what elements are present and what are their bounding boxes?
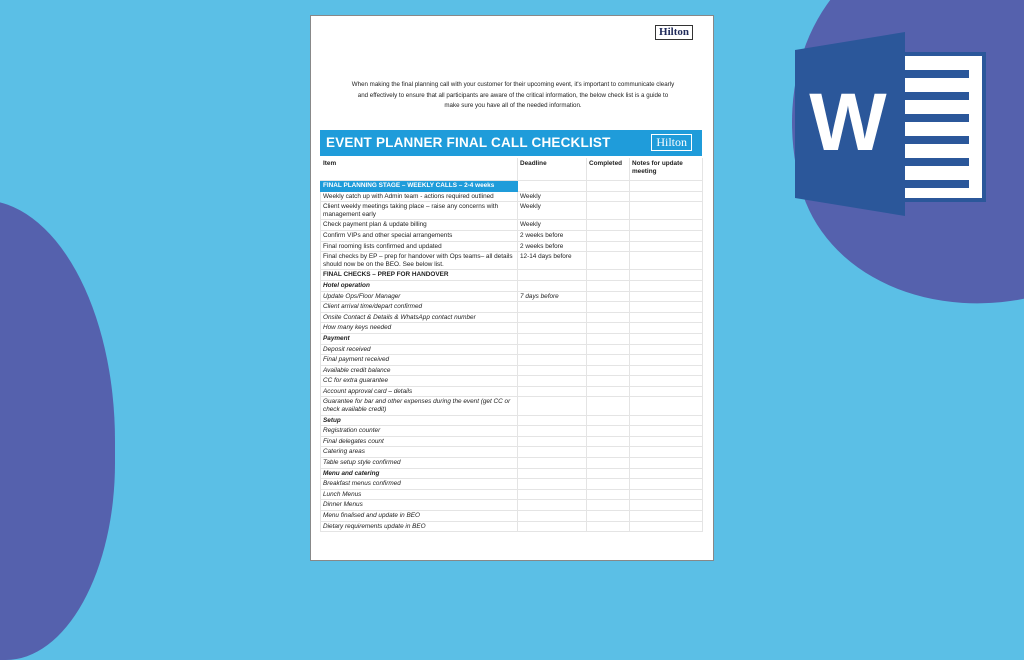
row-item: Payment xyxy=(321,333,518,344)
table-row xyxy=(321,252,703,270)
table-row xyxy=(321,521,703,532)
row-notes xyxy=(630,181,703,192)
table-row xyxy=(321,397,703,415)
row-completed xyxy=(587,220,630,231)
row-deadline xyxy=(518,376,587,387)
table-row xyxy=(321,426,703,437)
table-row xyxy=(321,280,703,291)
row-item: Menu finalised and update in BEO xyxy=(321,511,518,522)
row-notes xyxy=(630,202,703,220)
row-completed xyxy=(587,386,630,397)
header-deadline: Deadline xyxy=(518,159,587,181)
table-row xyxy=(321,458,703,469)
row-item: CC for extra guarantee xyxy=(321,376,518,387)
table-row xyxy=(321,270,703,281)
table-row xyxy=(321,344,703,355)
row-completed xyxy=(587,415,630,426)
row-deadline: Weekly xyxy=(518,220,587,231)
row-notes xyxy=(630,241,703,252)
header-item: Item xyxy=(321,159,518,181)
row-completed xyxy=(587,397,630,415)
row-completed xyxy=(587,479,630,490)
row-notes xyxy=(630,252,703,270)
row-notes xyxy=(630,436,703,447)
row-item: Deposit received xyxy=(321,344,518,355)
row-notes xyxy=(630,386,703,397)
row-deadline xyxy=(518,386,587,397)
row-completed xyxy=(587,468,630,479)
row-deadline: Weekly xyxy=(518,202,587,220)
row-completed xyxy=(587,270,630,281)
table-row xyxy=(321,500,703,511)
row-notes xyxy=(630,280,703,291)
table-header-row xyxy=(321,159,703,181)
row-notes xyxy=(630,415,703,426)
banner-hilton-logo: Hilton xyxy=(651,134,692,151)
row-deadline: Weekly xyxy=(518,191,587,202)
row-completed xyxy=(587,489,630,500)
row-deadline xyxy=(518,468,587,479)
row-notes xyxy=(630,355,703,366)
row-item: Final delegates count xyxy=(321,436,518,447)
row-item: Confirm VIPs and other special arrangements xyxy=(321,230,518,241)
row-item: Available credit balance xyxy=(321,365,518,376)
row-item: Dietary requirements update in BEO xyxy=(321,521,518,532)
row-notes xyxy=(630,468,703,479)
row-notes xyxy=(630,302,703,313)
row-item: Registration counter xyxy=(321,426,518,437)
row-notes xyxy=(630,489,703,500)
header-notes: Notes for update meeting xyxy=(630,159,703,181)
row-notes xyxy=(630,333,703,344)
row-completed xyxy=(587,181,630,192)
row-notes xyxy=(630,220,703,231)
row-completed xyxy=(587,302,630,313)
row-item: Menu and catering xyxy=(321,468,518,479)
row-item: Account approval card – details xyxy=(321,386,518,397)
row-deadline xyxy=(518,333,587,344)
table-row xyxy=(321,447,703,458)
row-item: Hotel operation xyxy=(321,280,518,291)
row-deadline xyxy=(518,447,587,458)
row-deadline xyxy=(518,458,587,469)
document-title: EVENT PLANNER FINAL CALL CHECKLIST xyxy=(326,135,611,150)
row-notes xyxy=(630,479,703,490)
row-deadline xyxy=(518,426,587,437)
row-deadline xyxy=(518,344,587,355)
table-row xyxy=(321,333,703,344)
row-item: Final payment received xyxy=(321,355,518,366)
row-notes xyxy=(630,376,703,387)
background-blob-left xyxy=(0,200,115,660)
row-deadline xyxy=(518,181,587,192)
table-row xyxy=(321,291,703,302)
row-completed xyxy=(587,333,630,344)
row-deadline xyxy=(518,511,587,522)
row-item: Dinner Menus xyxy=(321,500,518,511)
row-notes xyxy=(630,397,703,415)
table-row xyxy=(321,376,703,387)
row-deadline xyxy=(518,355,587,366)
row-notes xyxy=(630,365,703,376)
row-completed xyxy=(587,426,630,437)
table-row xyxy=(321,365,703,376)
table-row xyxy=(321,302,703,313)
row-item: Weekly catch up with Admin team - actions required outlined xyxy=(321,191,518,202)
row-deadline: 7 days before xyxy=(518,291,587,302)
row-completed xyxy=(587,202,630,220)
row-completed xyxy=(587,323,630,334)
row-deadline xyxy=(518,521,587,532)
document-page xyxy=(310,15,714,561)
row-deadline xyxy=(518,500,587,511)
row-completed xyxy=(587,230,630,241)
row-deadline xyxy=(518,280,587,291)
row-completed xyxy=(587,447,630,458)
row-completed xyxy=(587,191,630,202)
row-deadline xyxy=(518,436,587,447)
row-completed xyxy=(587,355,630,366)
table-row xyxy=(321,230,703,241)
intro-paragraph: When making the final planning call with your customer for their upcoming event, it's important to communicate clearly and effectively to ensure that all participants are aware of the critical information, the below check list is a guide to make sure you have all of the needed information. xyxy=(351,81,675,109)
row-item: FINAL PLANNING STAGE – WEEKLY CALLS – 2-4 weeks xyxy=(321,181,518,192)
row-completed xyxy=(587,458,630,469)
table-row xyxy=(321,220,703,231)
row-deadline xyxy=(518,479,587,490)
table-row xyxy=(321,202,703,220)
row-notes xyxy=(630,458,703,469)
word-icon-letter: W xyxy=(809,77,887,168)
row-completed xyxy=(587,521,630,532)
row-notes xyxy=(630,500,703,511)
row-completed xyxy=(587,511,630,522)
word-icon xyxy=(795,32,991,216)
table-body xyxy=(321,181,703,532)
row-notes xyxy=(630,521,703,532)
row-item: Final checks by EP – prep for handover with Ops teams– all details should now be on the BEO. See below list. xyxy=(321,252,518,270)
row-item: Table setup style confirmed xyxy=(321,458,518,469)
row-notes xyxy=(630,344,703,355)
row-notes xyxy=(630,323,703,334)
row-notes xyxy=(630,312,703,323)
row-deadline xyxy=(518,489,587,500)
table-row xyxy=(321,181,703,192)
row-item: Check payment plan & update billing xyxy=(321,220,518,231)
table-row xyxy=(321,436,703,447)
row-item: FINAL CHECKS – PREP FOR HANDOVER xyxy=(321,270,518,281)
row-deadline xyxy=(518,312,587,323)
table-row xyxy=(321,468,703,479)
row-completed xyxy=(587,376,630,387)
row-deadline xyxy=(518,302,587,313)
row-deadline: 12-14 days before xyxy=(518,252,587,270)
row-completed xyxy=(587,241,630,252)
row-item: Client weekly meetings taking place – raise any concerns with management early xyxy=(321,202,518,220)
row-item: Onsite Contact & Details & WhatsApp contact number xyxy=(321,312,518,323)
table-row xyxy=(321,355,703,366)
row-notes xyxy=(630,426,703,437)
row-deadline xyxy=(518,323,587,334)
table-row xyxy=(321,241,703,252)
row-deadline: 2 weeks before xyxy=(518,241,587,252)
row-deadline xyxy=(518,365,587,376)
header-completed: Completed xyxy=(587,159,630,181)
row-item: How many keys needed xyxy=(321,323,518,334)
row-completed xyxy=(587,365,630,376)
table-row xyxy=(321,511,703,522)
row-deadline xyxy=(518,415,587,426)
hilton-logo: Hilton xyxy=(655,25,693,40)
row-deadline: 2 weeks before xyxy=(518,230,587,241)
table-row xyxy=(321,415,703,426)
row-completed xyxy=(587,252,630,270)
row-item: Update Ops/Floor Manager xyxy=(321,291,518,302)
row-completed xyxy=(587,500,630,511)
row-item: Breakfast menus confirmed xyxy=(321,479,518,490)
row-item: Lunch Menus xyxy=(321,489,518,500)
row-item: Client arrival time/depart confirmed xyxy=(321,302,518,313)
row-completed xyxy=(587,291,630,302)
row-notes xyxy=(630,230,703,241)
table-row xyxy=(321,323,703,334)
row-deadline xyxy=(518,270,587,281)
row-item: Catering areas xyxy=(321,447,518,458)
table-row xyxy=(321,191,703,202)
checklist-table xyxy=(320,158,703,532)
table-row xyxy=(321,312,703,323)
table-row xyxy=(321,489,703,500)
row-deadline xyxy=(518,397,587,415)
table-row xyxy=(321,479,703,490)
row-completed xyxy=(587,436,630,447)
row-item: Setup xyxy=(321,415,518,426)
title-banner xyxy=(320,130,702,156)
row-completed xyxy=(587,344,630,355)
row-item: Final rooming lists confirmed and updated xyxy=(321,241,518,252)
row-notes xyxy=(630,191,703,202)
row-notes xyxy=(630,291,703,302)
row-notes xyxy=(630,447,703,458)
table-row xyxy=(321,386,703,397)
row-notes xyxy=(630,270,703,281)
row-item: Guarantee for bar and other expenses during the event (get CC or check available credit) xyxy=(321,397,518,415)
row-completed xyxy=(587,312,630,323)
row-notes xyxy=(630,511,703,522)
row-completed xyxy=(587,280,630,291)
